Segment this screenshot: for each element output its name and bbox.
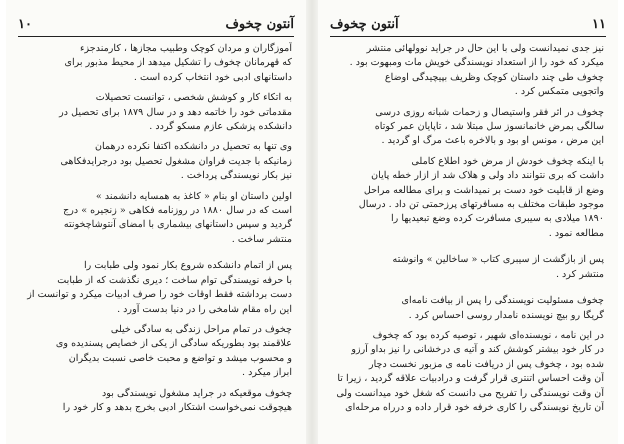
text-line: آن وقت نویسندگی را تفریح می دانست که شغل خود میدانست ولی [336,387,604,399]
text-line: نیز جدی نمیدانست ولی با این حال در جراید نوولهائی منتشر [366,43,604,54]
text-line: شده بود ، چخوف پس از دریافت نامه ی مزبور نخست دچار [368,358,604,370]
left-page-body [20,42,292,436]
text-line: آموزگاران و مردان کوچک وطبیب مجازها ، کارمندجزء [79,43,292,54]
text-line: چخوف در تمام مراحل زندگی به سادگی خیلی [110,323,292,335]
text-line: وضع از قابلیت خود دست بر نمیداشت و برای مطالعه مراحل [363,184,604,196]
text-line: منتشر کرد . [555,268,604,280]
paragraph [332,294,604,323]
text-line: با حرفه نویسندگی توام ساخت ؛ دیری نگذشت که از طبابت [57,274,292,286]
text-line: به اتکاء کار و کوشش شخصی ، توانست تحصیلات [95,92,292,104]
text-line: موجود طبقات مختلف به مسافرتهای پرزحمتی تن داد . درسال [358,199,604,211]
text-line: سالگی بمرض خانمانسوز سل مبتلا شد ، تاپایان عمر کوتاه [374,121,604,133]
paragraph [332,253,604,282]
text-line: زمانیکه با جدیت فراوان مشغول تحصیل بود درجرایدفکاهی [60,155,292,167]
text-line: داشت که بری نتوانند داد ولی و هلاک شد از ازار خطه پایان [371,170,604,182]
header-rule [18,36,294,37]
paragraph [332,329,604,415]
paragraph [20,91,292,134]
text-line: اولین داستان او بنام « کاغذ به همسایه دانشمند » [95,190,292,202]
paragraph [20,259,292,317]
text-line: پس از بازگشت از سیبری کتاب « ساخالین » وانوشته [392,254,604,266]
text-line: آن تاریخ نویسندگی را کاری خرفه خود قرار داده و درراه مرحله‌ای [345,401,604,413]
text-line: این راه مقام شامخی را در دنیا بدست آورد . [117,303,292,315]
text-line: گردید و سپس داستانهای بیشماری با امضای آنتوشاچخونته [63,219,292,231]
text-line: وی تنها به تحصیل در دانشکده اکتفا نکرده درهمان [95,141,292,153]
text-line: گریگا رو بیچ نویسنده نامدار روسی احساس کرد . [408,309,604,321]
paragraph [332,106,604,149]
running-head: آنتون چخوف [330,16,399,32]
paragraph [20,42,292,85]
right-page [318,0,618,444]
text-line: در این نامه ، نویسنده‌ای شهیر ، توصیه کرده بود که چخوف [372,329,604,341]
text-line: مقدماتی خود را خاتمه دهد و در سال ۱۸۷۹ برای تحصیل در [59,106,292,118]
left-page [6,0,306,444]
text-line: دست برداشته فقط اوقات خود را صرف ادبیات میکرد و توانست از [27,289,292,301]
paragraph [332,155,604,241]
running-head: آنتون چخوف [225,16,294,32]
text-line: هیچوقت نمی‌خواست اشتکار ادبی بخرج بدهد و کار خود را [62,401,292,413]
text-line: نیز بکار نویسندگی پرداخت . [180,170,292,182]
text-line: واتجویی متمکس کرد . [514,86,604,98]
text-line: و محسوب میشد و تواضع و محبت خاصی نسبت بدیگران [68,352,292,364]
paragraph [20,140,292,183]
text-line: منتشر ساخت . [231,233,292,245]
text-line: این مرض ، مونس او بود و بالاخره باعث مرگ او گردید . [381,135,604,147]
paragraph [20,323,292,381]
paragraph-gap [332,241,604,253]
header-rule [330,36,606,37]
right-page-header [330,14,606,34]
text-line: است که در سال ۱۸۸۰ در روزنامه فکاهی « زنجیره » درج [63,205,292,217]
text-line: دانشکده پزشکی عازم مسکو گردد . [149,121,292,133]
text-line: چخوف در اثر فقر واستیصال و زحمات شبانه روزی درسی [375,106,604,118]
text-line: مطالعه نمود . [548,227,604,239]
book-gutter [306,0,318,444]
text-line: چخوف موقعیکه در جراید مشغول نویسندگی بود [102,387,292,399]
text-line: آن وقت احساس اتنتری قرار گرفت و درادبیات علاقه گردید ، زیرا تا [337,373,604,385]
text-line: پس از اتمام دانشکده شروع بکار نمود ولی طبابت را [84,260,292,272]
text-line: ابراز میکرد . [242,367,292,379]
text-line: علاقمند بود بطوریکه سادگی از یکی از خصایص پسندیده وی [55,338,292,350]
paragraph [332,42,604,100]
page-number: ۱۱ [592,16,606,32]
text-line: با اینکه چخوف خودش از مرض خود اطلاع کاملی [411,155,604,167]
paragraph-gap [20,247,292,259]
page-number: ۱۰ [18,16,32,32]
text-line: میکرد که خود را از استعداد نویسندگی خویش مات ومبهوت بود . [349,57,604,69]
left-page-header [18,14,294,34]
text-line: در کار خود بیشتر کوشش کند و آتیه ی درخشانی را نیز بداو آرزو [351,344,604,356]
paragraph [20,387,292,416]
paragraph [20,190,292,248]
text-line: ۱۸۹۰ میلادی به سیبری مسافرت کرده وضع تبعیدیها را [390,213,604,225]
text-line: چخوف مسئولیت نویسندگی را پس از بیافت نامه‌ای [401,295,604,307]
text-line: که قهرمانان چخوف را تشکیل میدهد از محیط مذبور برای [64,57,292,69]
paragraph-gap [332,282,604,294]
right-page-body [332,42,604,436]
text-line: داستانهای ادبی خود انتخاب کرده است . [133,71,292,83]
text-line: چخوف طی چند داستان کوچک وظریف بپیچیدگی اوضاع [384,71,604,83]
